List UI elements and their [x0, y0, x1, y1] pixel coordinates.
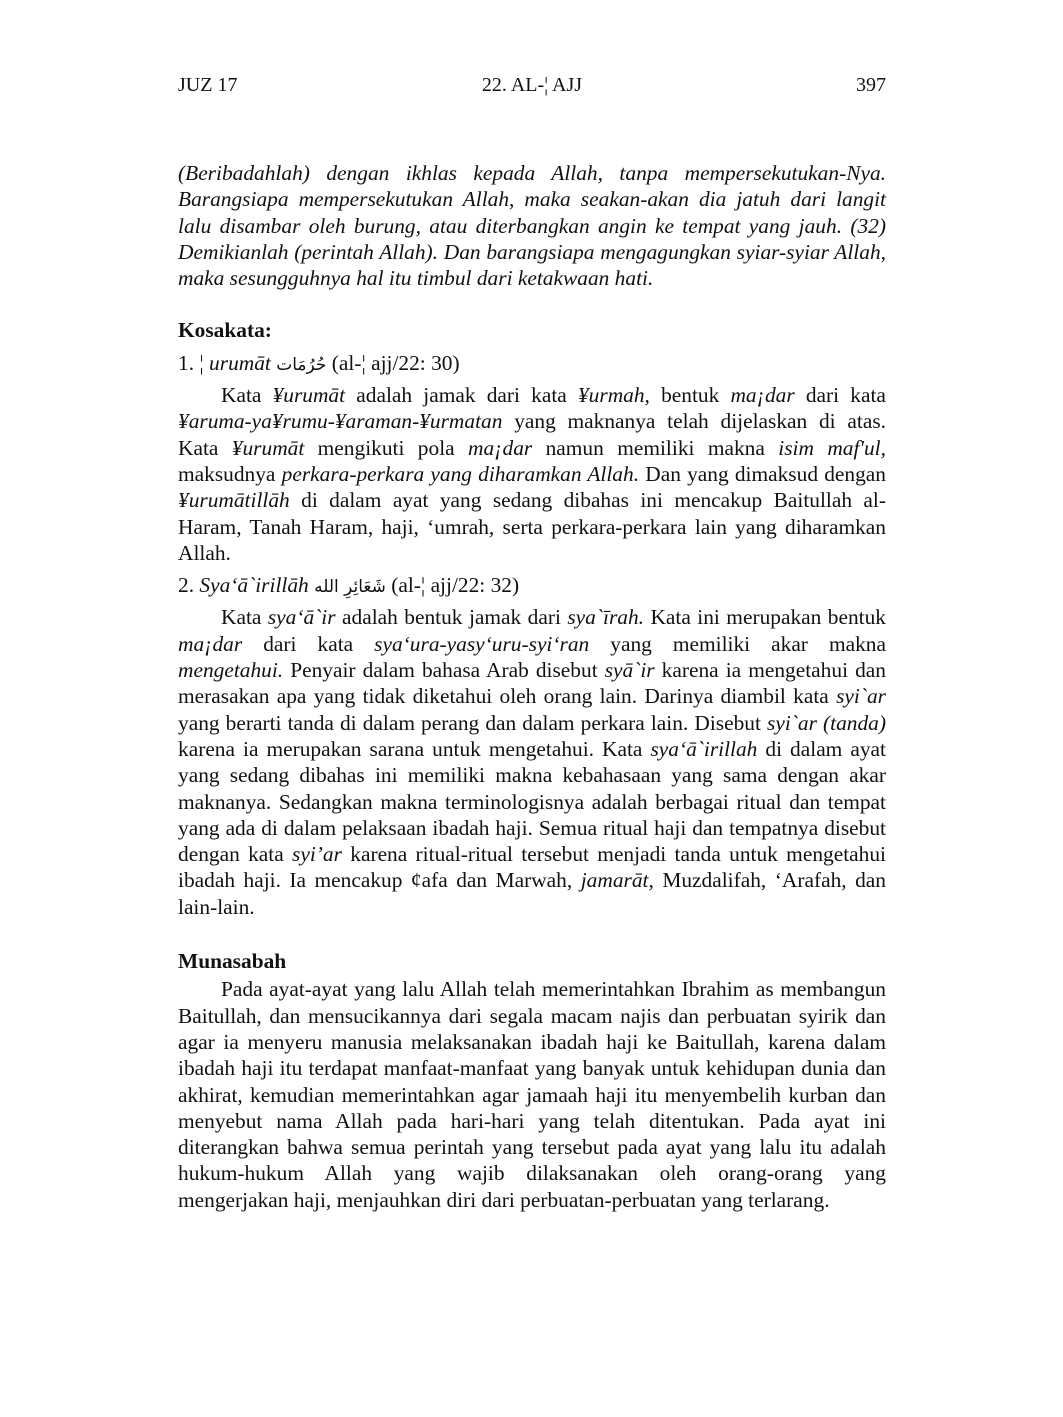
term-run: ma¡dar: [178, 631, 243, 656]
term-run: syi`ar: [836, 684, 886, 709]
text-run: Kata: [221, 383, 262, 408]
term-run: syā`ir: [604, 658, 655, 683]
text-run: di dalam ayat yang sedang dibahas ini mencakup Baitullah al-Haram, Tanah Haram, haji, ‘umrah, serta perkara-perkara lain yang diharamkan Allah.: [178, 488, 886, 565]
term-run: perkara-perkara yang diharamkan Allah.: [281, 461, 640, 486]
juz-label: JUZ 17: [178, 74, 238, 96]
kosakata-item-2-body: [178, 604, 886, 920]
text-run: Kata: [221, 605, 262, 630]
term-run: syi`ar (tanda): [767, 710, 886, 735]
term-run: sya`īrah.: [567, 605, 645, 630]
item-term: urumāt: [209, 350, 271, 375]
page-content: [178, 160, 886, 1213]
munasabah-heading: Munasabah: [178, 949, 287, 974]
term-run: ¥urmah,: [577, 383, 650, 408]
arabic-term: شَعَائِرِ الله: [314, 577, 386, 598]
text-run: Kata ini merupakan bentuk: [650, 605, 886, 630]
text-run: mengikuti pola: [317, 435, 455, 460]
term-run: sya‘ā`irillah: [650, 736, 758, 761]
term-run: sya‘ura-yasy‘uru-syi‘ran: [374, 631, 590, 656]
text-run: yang maknanya telah dijelaskan di atas. Kata: [178, 409, 886, 460]
term-run: ma¡dar: [730, 383, 795, 408]
kosakata-item-2-title: [178, 572, 886, 600]
term-run: sya‘ā`ir: [267, 605, 336, 630]
text-run: karena ritual-ritual tersebut menjadi tanda untuk mengetahui ibadah haji. Ia mencakup ¢afa dan Marwah,: [178, 842, 886, 893]
term-run: mengetahui.: [178, 658, 284, 683]
term-run: isim maf'ul,: [778, 435, 886, 460]
term-run: ¥urumāt: [272, 383, 346, 408]
term-run: syi’ar: [292, 842, 342, 867]
verse-reference: (al-¦ ajj/22: 32): [391, 573, 520, 598]
term-run: ¥urumāt: [231, 435, 305, 460]
verse-reference: (al-¦ ajj/22: 30): [331, 350, 460, 375]
kosakata-item-1-title: [178, 350, 886, 378]
text-run: dari kata: [263, 631, 354, 656]
text-run: adalah jamak dari kata: [356, 383, 567, 408]
text-run: karena ia mengetahui dan merasakan apa yang tidak diketahui oleh orang lain. Darinya diambil kata: [178, 658, 886, 709]
kosakata-item-1-body: [178, 382, 886, 566]
page-number: 397: [856, 74, 886, 96]
text-run: karena ia merupakan sarana untuk mengetahui. Kata: [178, 736, 643, 761]
arabic-term: حُرُمَات: [276, 354, 327, 375]
text-run: Dan yang dimaksud dengan: [645, 461, 886, 486]
munasabah-body: Pada ayat-ayat yang lalu Allah telah memerintahkan Ibrahim as membangun Baitullah, dan mensucikannya dari segala macam najis dan perbuatan syirik dan agar ia menyeru manusia melaksanakan ibadah haji ke Baitullah, karena dalam ibadah haji itu terdapat manfaat-manfaat yang banyak untuk kehidupan dunia dan akhirat, kemudian memerintahkan agar jamaah haji itu menyembelih kurban dan menyebut nama Allah pada hari-hari yang telah ditentukan. Pada ayat ini diterangkan bahwa semua perintah yang tersebut pada ayat yang lalu itu adalah hukum-hukum Allah yang wajib dilaksanakan oleh orang-orang yang mengerjakan haji, menjauhkan diri dari perbuatan-perbuatan yang terlarang.: [178, 977, 886, 1212]
term-run: jamarāt,: [580, 868, 654, 893]
page-header: [178, 74, 886, 104]
kosakata-heading: Kosakata:: [178, 318, 272, 343]
text-run: adalah bentuk jamak dari: [342, 605, 561, 630]
text-run: namun memiliki makna: [545, 435, 765, 460]
item-term: Sya‘ā`irillāh: [199, 573, 309, 598]
item-number: 2.: [178, 573, 195, 598]
term-run: ¥urumātillāh: [178, 488, 290, 513]
term-run: ¥aruma-ya¥rumu-¥araman-¥urmatan: [178, 409, 503, 434]
verse-translation: (Beribadahlah) dengan ikhlas kepada Allah, tanpa mempersekutukan-Nya. Barangsiapa mempersekutukan Allah, maka seakan-akan dia jatuh dari langit lalu disambar oleh burung, atau diterbangkan angin ke tempat yang jauh. (32) Demikianlah (perintah Allah). Dan barangsiapa mengagungkan syiar-syiar Allah, maka sesungguhnya hal itu timbul dari ketakwaan hati.: [178, 161, 886, 291]
text-run: Muzdalifah, ‘Arafah, dan lain-lain.: [178, 868, 886, 919]
text-run: di dalam ayat yang sedang dibahas ini memiliki makna kebahasaan yang sama dengan akar maknanya. Sedangkan makna terminologisnya adalah berbagai ritual dan tempat yang ada di dalam pelaksaan ibadah haji. Semua ritual haji dan tempatnya disebut dengan kata: [178, 736, 886, 867]
text-run: yang memiliki akar makna: [610, 631, 886, 656]
text-run: bentuk: [661, 383, 720, 408]
text-run: dari kata: [805, 383, 886, 408]
text-run: maksudnya: [178, 461, 276, 486]
surah-title: 22. AL-¦ AJJ: [481, 74, 583, 96]
text-run: yang berarti tanda di dalam perang dan dalam perkara lain. Disebut: [178, 710, 761, 735]
item-number: 1. ¦: [178, 350, 204, 375]
text-run: Penyair dalam bahasa Arab disebut: [290, 658, 598, 683]
term-run: ma¡dar: [468, 435, 533, 460]
